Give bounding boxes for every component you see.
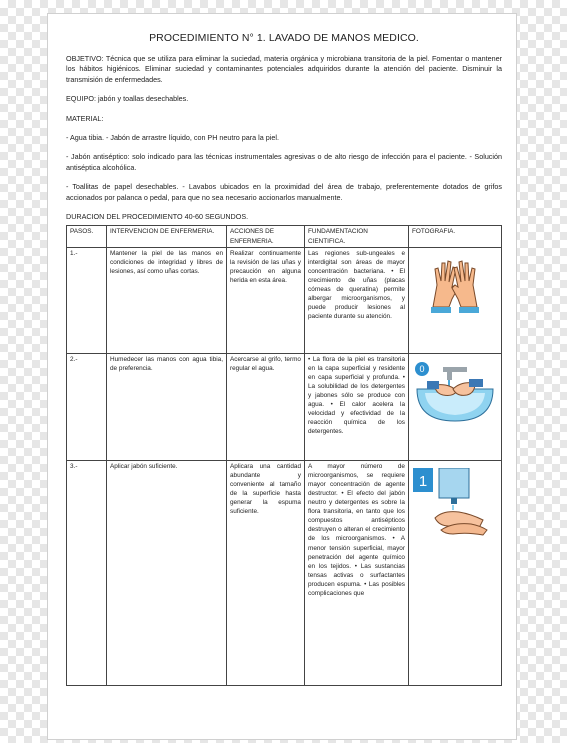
cell-acciones: Acercarse al grifo, termo regular el agua. [227, 353, 305, 460]
step-badge: 0 [419, 363, 425, 374]
cell-paso: 3.- [67, 460, 107, 685]
cell-foto [409, 247, 502, 353]
cell-fundamentacion: • La flora de la piel es transitoria en la capa superficial y residente en capa superficial y profunda. • La solubilidad de los detergentes y jabones sólo se produce con agua. • El calor acelera la velocidad y efectividad de la reacción química de los detergentes. [305, 353, 409, 460]
cell-foto [409, 460, 502, 685]
cell-paso: 1.- [67, 247, 107, 353]
cell-fundamentacion: A mayor número de microorganismos, se requiere mayor concentración de agente destructor. • El efecto del jabón neutro y detergentes es sobre la flora transitoria, en tanto que los compuestos antisépticos destruyen o alteran el crecimiento de los microorganismos. • A menor tensión superficial, mayor penetración del agente químico en los tejidos. • Las sustancias tensas activas o surfactantes producen espuma. • Las posibles complicaciones que [305, 460, 409, 685]
table-row [67, 247, 502, 353]
cell-acciones: Aplicara una cantidad abundante y conveniente al tamaño de la superficie hasta generar la espuma suficiente. [227, 460, 305, 685]
hands-under-tap-icon [413, 361, 497, 423]
header-intervencion: INTERVENCION DE ENFERMERIA. [107, 226, 227, 247]
cell-acciones: Realizar continuamente la revisión de las uñas y precaución en alguna herida en esta área. [227, 247, 305, 353]
procedure-table [66, 225, 502, 685]
cell-intervencion: Aplicar jabón suficiente. [107, 460, 227, 685]
cell-intervencion: Mantener la piel de las manos en condiciones de integridad y libres de lesiones, así como uñas cortas. [107, 247, 227, 353]
material-heading: MATERIAL: [66, 113, 104, 123]
document-page [48, 14, 516, 739]
objetivo-paragraph: OBJETIVO: Técnica que se utiliza para eliminar la suciedad, materia orgánica y microbiana transitoria de la piel. Fomentar o mantener los hábitos higiénicos. Eliminar suciedad y contaminantes potenciales adquiridos durante la atención del paciente. Disminuir la transmisión de enfermedades. [66, 54, 502, 84]
cell-paso: 2.- [67, 353, 107, 460]
duracion-paragraph: DURACION DEL PROCEDIMIENTO 40-60 SEGUNDOS. [66, 212, 249, 222]
header-fotografia: FOTOGRAFIA. [409, 226, 502, 247]
material-paragraph-2: - Jabón antiséptico: solo indicado para las técnicas instrumentales agresivas o de alto riesgo de infección para el paciente. - Solución antiséptica alcohólica. [66, 152, 502, 172]
step-number: 1 [418, 472, 428, 490]
header-pasos: PASOS. [67, 226, 107, 247]
material-paragraph-3: - Toallitas de papel desechables. - Lavabos ubicados en la proximidad del área de trabajo, preferentemente dotados de grifos accionados por palanca o pedal, para que no sea necesario accionarlos manualmente. [66, 182, 502, 202]
table-row [67, 460, 502, 685]
soap-dispenser-icon [413, 468, 497, 536]
table-header-row [67, 226, 502, 247]
document-title: PROCEDIMIENTO N° 1. LAVADO DE MANOS MEDICO. [149, 32, 419, 44]
cell-foto [409, 353, 502, 460]
header-fundamentacion: FUNDAMENTACION CIENTIFICA. [305, 226, 409, 247]
header-acciones: ACCIONES DE ENFERMERIA. [227, 226, 305, 247]
cell-intervencion: Humedecer las manos con agua tibia, de preferencia. [107, 353, 227, 460]
equipo-paragraph: EQUIPO: jabón y toallas desechables. [66, 94, 189, 104]
cell-fundamentacion: Las regiones sub-ungeales e interdigital son áreas de mayor concentración bacteriana. • El crecimiento de uñas (placas córneas de queratina) permite albergar microorganismos, y puede producir lesiones al paciente durante su atención. [305, 247, 409, 353]
material-paragraph-1: - Agua tibia. - Jabón de arrastre líquido, con PH neutro para la piel. [66, 133, 279, 143]
hands-inspection-icon [427, 255, 483, 313]
table-row [67, 353, 502, 460]
